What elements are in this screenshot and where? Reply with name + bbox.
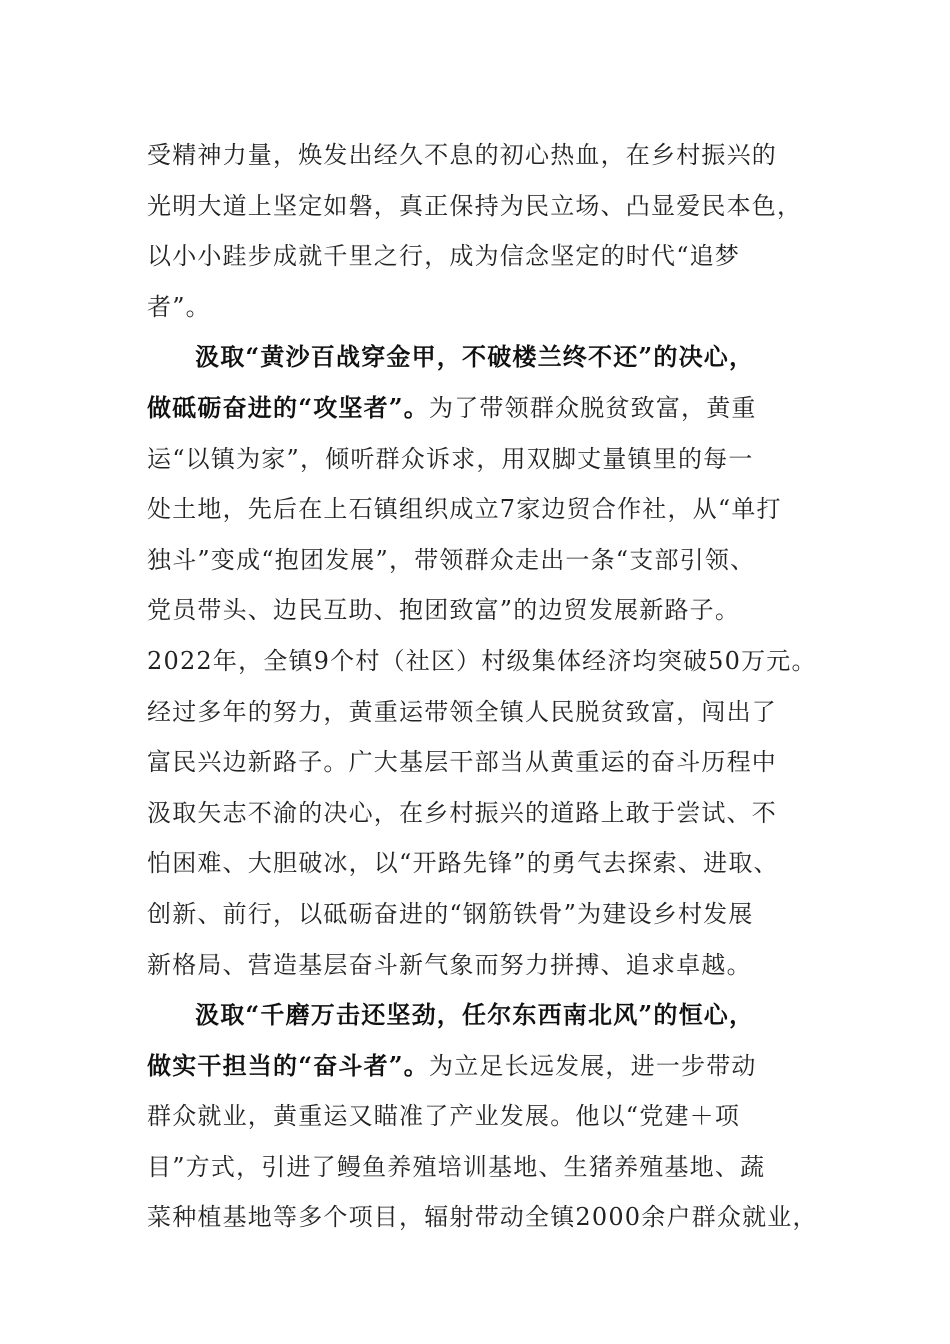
section-heading-end: 做实干担当的“奋斗者”。 <box>147 1050 430 1080</box>
text-line: 独斗”变成“抱团发展”，带领群众走出一条“支部引领、 <box>147 545 756 574</box>
text-line: 创新、前行，以砥砺奋进的“钢筋铁骨”为建设乡村发展 <box>147 899 754 928</box>
text-line: 受精神力量，焕发出经久不息的初心热血，在乡村振兴的 <box>147 141 777 169</box>
document-body <box>147 130 827 1243</box>
section-heading: 汲取“千磨万击还坚劲，任尔东西南北风”的恒心， <box>195 1000 755 1030</box>
text-line <box>147 1041 827 1092</box>
text-line: 群众就业，黄重运又瞄准了产业发展。他以“党建＋项 <box>147 1102 741 1131</box>
text-line: 光明大道上坚定如磐，真正保持为民立场、凸显爱民本色， <box>147 191 803 220</box>
section-heading-end: 做砥砺奋进的“攻坚者”。 <box>147 392 430 422</box>
text-line: 者”。 <box>147 292 211 321</box>
text-line: 富民兴边新路子。广大基层干部当从黄重运的奋斗历程中 <box>147 748 777 777</box>
text-line: 汲取矢志不渝的决心，在乡村振兴的道路上敢于尝试、不 <box>147 798 777 827</box>
text-run: 为了带领群众脱贫致富，黄重 <box>429 393 757 422</box>
section-heading: 汲取“黄沙百战穿金甲，不破楼兰终不还”的决心， <box>195 342 755 372</box>
text-line: 怕困难、大胆破冰，以“开路先锋”的勇气去探索、进取、 <box>147 849 779 878</box>
text-run: 为立足长远发展，进一步带动 <box>429 1051 757 1080</box>
text-line <box>147 383 827 434</box>
text-line: 运“以镇为家”，倾听群众诉求，用双脚丈量镇里的每一 <box>147 444 754 473</box>
text-line: 处土地，先后在上石镇组织成立7家边贸合作社，从“单打 <box>147 495 782 524</box>
text-line: 党员带头、边民互助、抱团致富”的边贸发展新路子。 <box>147 596 741 625</box>
text-line: 菜种植基地等多个项目，辐射带动全镇2000余户群众就业， <box>147 1203 818 1232</box>
text-line: 目”方式，引进了鳗鱼养殖培训基地、生猪养殖基地、蔬 <box>147 1152 766 1181</box>
text-line: 新格局、营造基层奋斗新气象而努力拼搏、追求卓越。 <box>147 950 752 979</box>
text-line: 经过多年的努力，黄重运带领全镇人民脱贫致富，闯出了 <box>147 697 777 726</box>
text-line: 2022年，全镇9个村（社区）村级集体经济均突破50万元。 <box>147 646 817 675</box>
text-line: 以小小跬步成就千里之行，成为信念坚定的时代“追梦 <box>147 242 741 271</box>
